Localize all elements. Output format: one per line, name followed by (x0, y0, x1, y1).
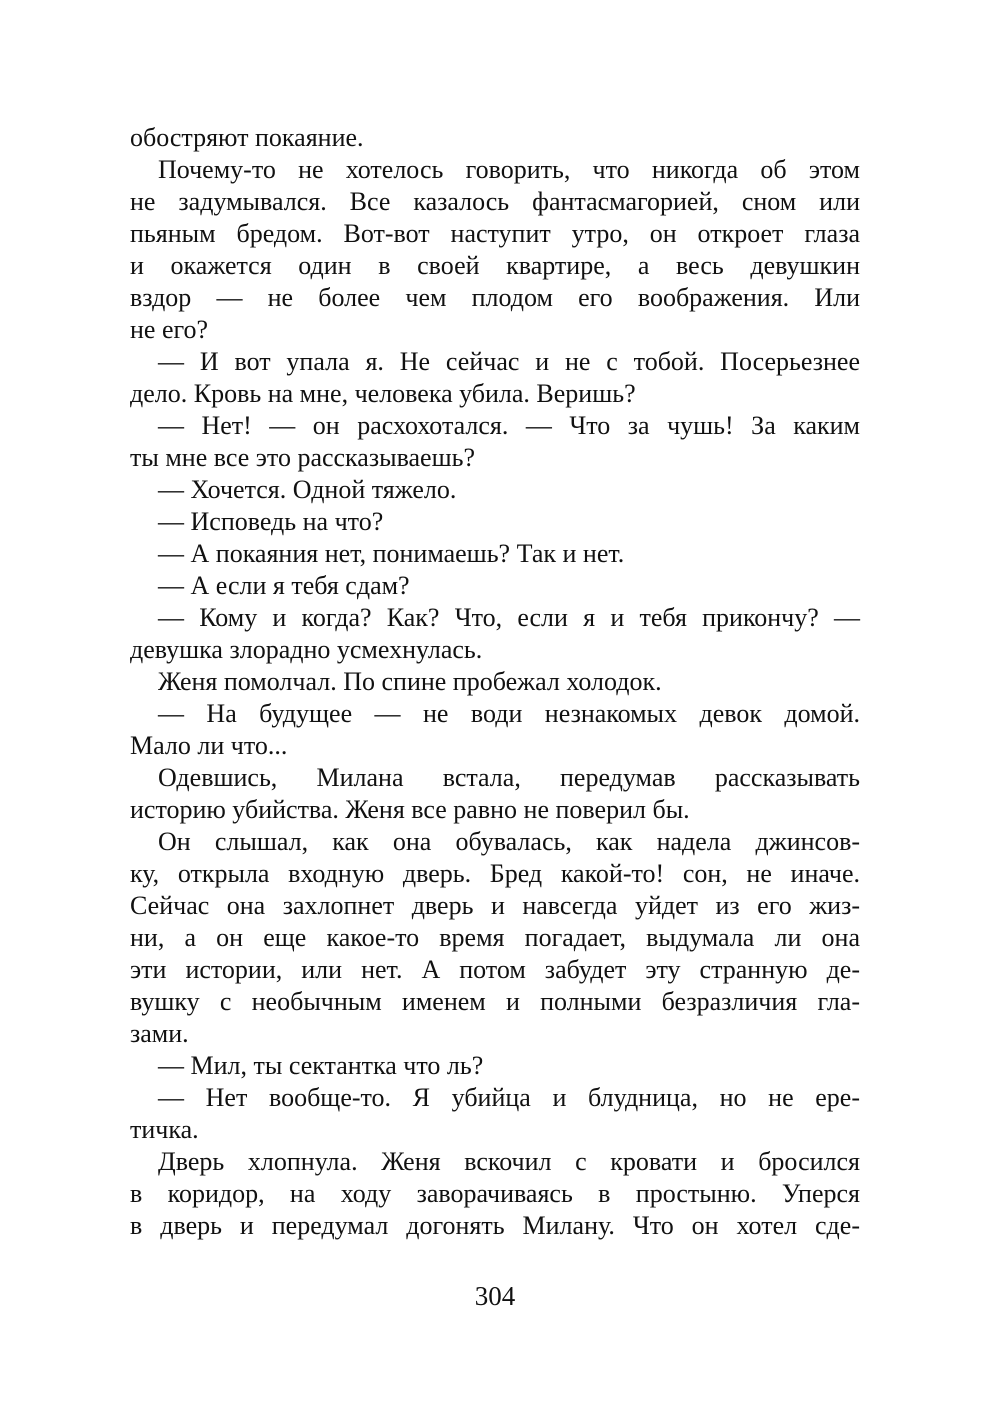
text-line: в коридор, на ходу заворачиваясь в простыню. Уперся (130, 1179, 860, 1208)
text-line: — А покаяния нет, понимаешь? Так и нет. (158, 539, 625, 568)
text-line: ты мне все это рассказываешь? (130, 443, 476, 472)
paragraph (130, 346, 860, 410)
text-line: Женя помолчал. По спине пробежал холодок. (158, 667, 662, 696)
paragraph (130, 154, 860, 346)
text-line: — Мил, ты сектантка что ль? (158, 1051, 484, 1080)
text-line: эти истории, или нет. А потом забудет эту странную де- (130, 955, 860, 984)
text-line: не задумывался. Все казалось фантасмагорией, сном или (130, 187, 860, 216)
text-line: — А если я тебя сдам? (158, 571, 410, 600)
text-line: не его? (130, 315, 209, 344)
paragraph (130, 506, 860, 538)
text-line: Почему-то не хотелось говорить, что никогда об этом (158, 155, 860, 184)
text-line: Мало ли что... (130, 731, 288, 760)
paragraph (130, 602, 860, 666)
text-line: дело. Кровь на мне, человека убила. Веришь? (130, 379, 636, 408)
text-line: Одевшись, Милана встала, передумав рассказывать (158, 763, 860, 792)
text-line: ку, открыла входную дверь. Бред какой-то! сон, не иначе. (130, 859, 860, 888)
paragraph (130, 410, 860, 474)
paragraph (130, 1146, 860, 1242)
text-line: — На будущее — не води незнакомых девок домой. (158, 699, 860, 728)
text-line: обостряют покаяние. (130, 123, 364, 152)
text-line: Он слышал, как она обувалась, как надела джинсов- (158, 827, 860, 856)
paragraph (130, 826, 860, 1050)
paragraph (130, 698, 860, 762)
text-line: девушка злорадно усмехнулась. (130, 635, 483, 664)
text-line: Дверь хлопнула. Женя вскочил с кровати и бросился (158, 1147, 860, 1176)
text-line: Сейчас она захлопнет дверь и навсегда уйдет из его жиз- (130, 891, 860, 920)
text-line: вушку с необычным именем и полными безразличия гла- (130, 987, 860, 1016)
text-line: — Нет! — он расхохотался. — Что за чушь! За каким (158, 411, 860, 440)
text-line: зами. (130, 1019, 189, 1048)
text-block (130, 122, 860, 1242)
text-line: — Кому и когда? Как? Что, если я и тебя прикончу? — (158, 603, 860, 632)
text-line: в дверь и передумал догонять Милану. Что он хотел сде- (130, 1211, 860, 1240)
paragraph (130, 1082, 860, 1146)
paragraph (130, 762, 860, 826)
text-line: ни, а он еще какое-то время погадает, выдумала ли она (130, 923, 860, 952)
paragraph (130, 474, 860, 506)
text-line: историю убийства. Женя все равно не поверил бы. (130, 795, 690, 824)
paragraph (130, 666, 860, 698)
paragraph (130, 122, 860, 154)
text-line: вздор — не более чем плодом его воображения. Или (130, 283, 860, 312)
paragraph (130, 570, 860, 602)
text-line: — Хочется. Одной тяжело. (158, 475, 457, 504)
page-number: 304 (474, 1281, 516, 1311)
text-line: — И вот упала я. Не сейчас и не с тобой. Посерьезнее (158, 347, 860, 376)
paragraph (130, 538, 860, 570)
paragraph (130, 1050, 860, 1082)
text-line: — Нет вообще-то. Я убийца и блудница, но не ере- (158, 1083, 860, 1112)
text-line: и окажется один в своей квартире, а весь девушкин (130, 251, 860, 280)
text-line: пьяным бредом. Вот-вот наступит утро, он откроет глаза (130, 219, 860, 248)
text-line: — Исповедь на что? (158, 507, 384, 536)
text-line: тичка. (130, 1115, 199, 1144)
